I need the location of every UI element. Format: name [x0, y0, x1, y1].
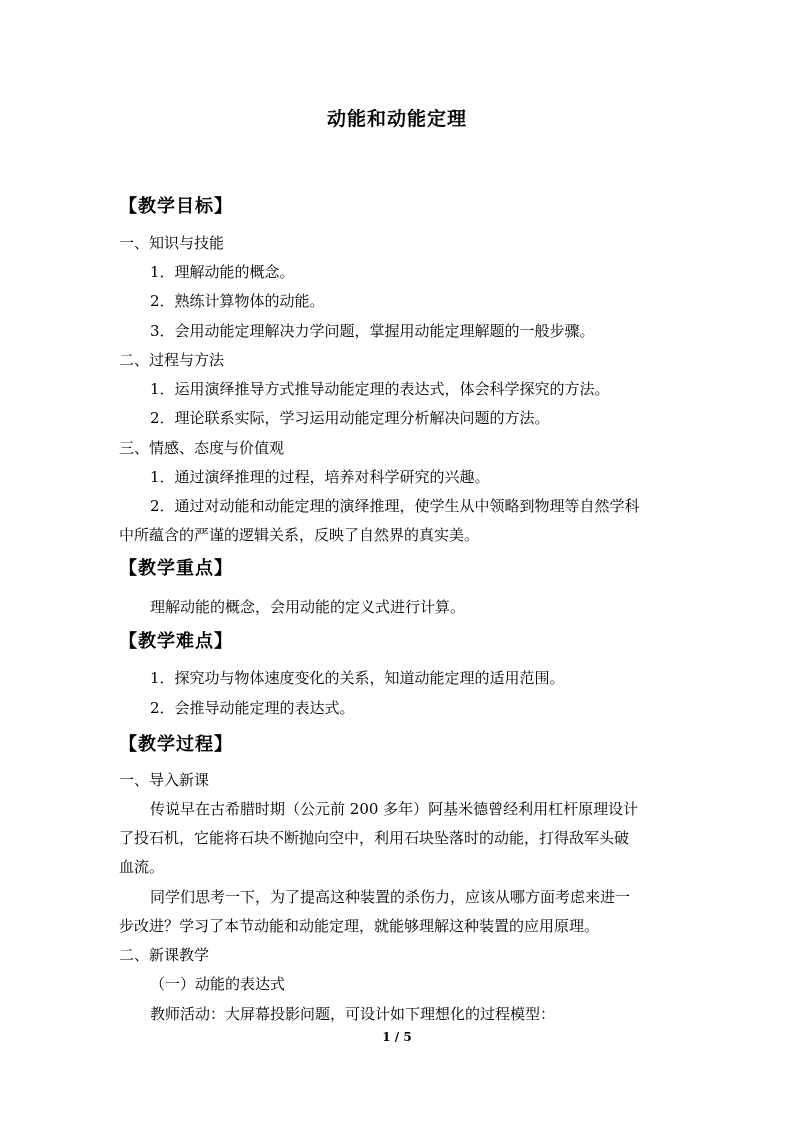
section-teaching-process: 【教学过程】	[119, 734, 233, 755]
process-paragraph: 传说早在古希腊时期（公元前 200 多年）阿基米德曾经利用杠杆原理设计	[150, 800, 639, 818]
goal-item: 2．熟练计算物体的动能。	[150, 292, 325, 310]
difficult-item: 2．会推导动能定理的表达式。	[150, 699, 355, 717]
difficult-item: 1．探究功与物体速度变化的关系，知道动能定理的适用范围。	[150, 669, 565, 687]
process-paragraph: 了投石机，它能将石块不断抛向空中，利用石块坠落时的动能，打得敌军头破	[119, 829, 630, 847]
page-number: 1 / 5	[382, 1030, 412, 1044]
section-teaching-goals: 【教学目标】	[119, 196, 233, 217]
goal-heading-knowledge: 一、知识与技能	[119, 234, 225, 252]
process-subheading: （一）动能的表达式	[150, 975, 286, 993]
goal-item: 2．通过对动能和动能定理的演绎推理，使学生从中领略到物理等自然学科	[150, 497, 640, 515]
goal-item: 1．通过演绎推理的过程，培养对科学研究的兴趣。	[150, 468, 490, 486]
process-paragraph: 血流。	[119, 858, 165, 876]
process-heading-new-lesson: 二、新课教学	[119, 946, 210, 964]
process-paragraph: 同学们思考一下，为了提高这种装置的杀伤力，应该从哪方面考虑来进一	[150, 888, 631, 906]
document-title: 动能和动能定理	[326, 108, 467, 130]
section-key-points: 【教学重点】	[119, 558, 233, 579]
process-heading-intro: 一、导入新课	[119, 771, 210, 789]
goal-item-continued: 中所蕴含的严谨的逻辑关系，反映了自然界的真实美。	[119, 526, 480, 544]
goal-item: 1．理解动能的概念。	[150, 263, 295, 281]
goal-heading-attitude: 三、情感、态度与价值观	[119, 439, 285, 457]
key-point-text: 理解动能的概念，会用动能的定义式进行计算。	[150, 598, 466, 616]
goal-item: 1．运用演绎推导方式推导动能定理的表达式，体会科学探究的方法。	[150, 380, 610, 398]
process-paragraph: 教师活动：大屏幕投影问题，可设计如下理想化的过程模型：	[150, 1005, 556, 1023]
goal-item: 2．理论联系实际，学习运用动能定理分析解决问题的方法。	[150, 409, 550, 427]
goal-heading-process: 二、过程与方法	[119, 351, 225, 369]
section-difficult-points: 【教学难点】	[119, 631, 233, 652]
goal-item: 3．会用动能定理解决力学问题，掌握用动能定理解题的一般步骤。	[150, 322, 595, 340]
process-paragraph: 步改进？学习了本节动能和动能定理，就能够理解这种装置的应用原理。	[119, 917, 600, 935]
